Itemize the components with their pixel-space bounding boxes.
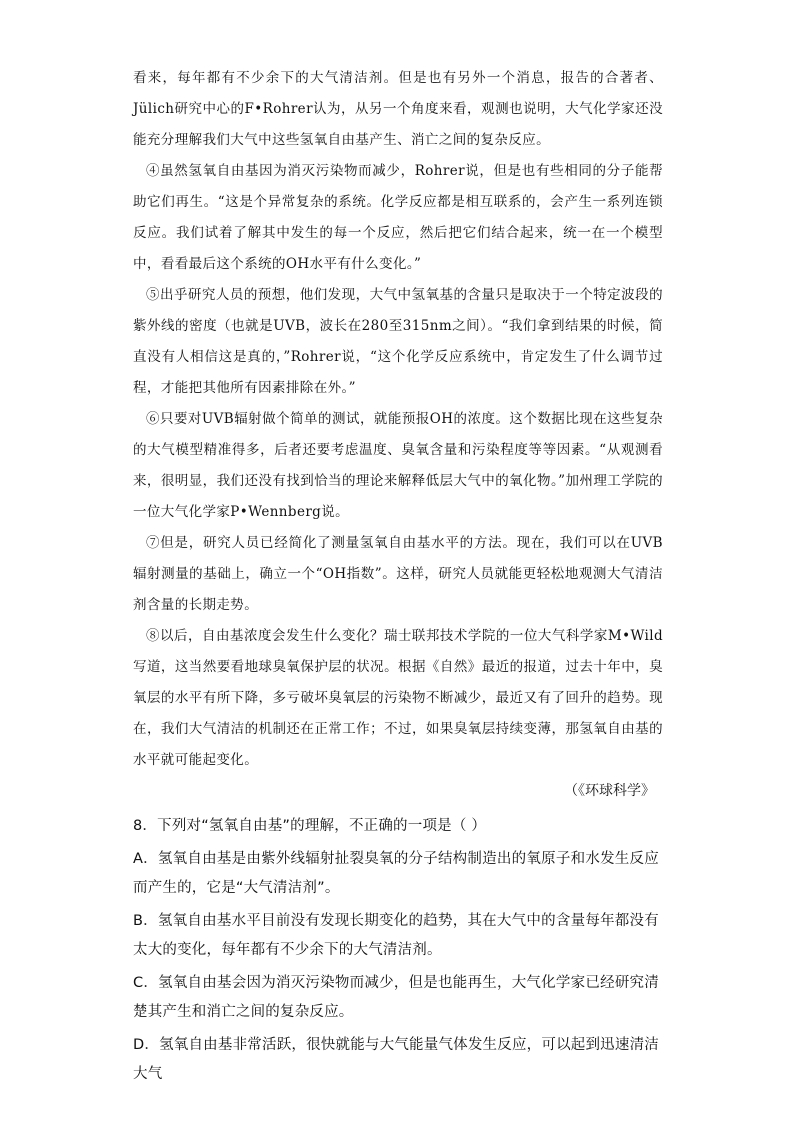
- passage-source: （《环球科学》: [564, 783, 655, 799]
- question-stem: 8．下列对“氢氧自由基”的理解，不正确的一项是（ ）: [133, 818, 487, 834]
- passage-paragraph-8: ⑧以后，自由基浓度会发生什么变化？瑞士联邦技术学院的一位大气科学家M•Wild写道，这当然要看地球臭氧保护层的状况。根据《自然》最近的报道，过去十年中，臭氧层的水平有所下降，多亏破坏臭氧层的污染物不断减少，最近又有了回升的趋势。现在，我们大气清洁的机制还在正常工作；不过，如果臭氧层持续变薄，那氢氧自由基的水平就可能起变化。: [133, 628, 663, 768]
- reading-passage: [133, 63, 663, 776]
- question-8: [133, 812, 659, 1089]
- option-c: C．氢氧自由基会因为消灭污染物而减少，但是也能再生，大气化学家已经研究清楚其产生和消亡之间的复杂反应。: [133, 975, 659, 1020]
- option-a: A．氢氧自由基是由紫外线辐射扯裂臭氧的分子结构制造出的氧原子和水发生反应而产生的，它是“大气清洁剂”。: [133, 851, 659, 896]
- option-b: B．氢氧自由基水平目前没有发现长期变化的趋势，其在大气中的含量每年都没有太大的变化，每年都有不少余下的大气清洁剂。: [133, 913, 659, 958]
- passage-paragraph-5: ⑤出乎研究人员的预想，他们发现，大气中氢氧基的含量只是取决于一个特定波段的紫外线的密度（也就是UVB，波长在280至315nm之间）。“我们拿到结果的时候，简直没有人相信这是真的，”Rohrer说，“这个化学反应系统中，肯定发生了什么调节过程，才能把其他所有因素排除在外。”: [133, 287, 663, 396]
- passage-paragraph-7: ⑦但是，研究人员已经简化了测量氢氧自由基水平的方法。现在，我们可以在UVB辐射测量的基础上，确立一个“OH指数”。这样，研究人员就能更轻松地观测大气清洁剂含量的长期走势。: [133, 535, 663, 613]
- passage-paragraph-4: ④虽然氢氧自由基因为消灭污染物而减少，Rohrer说，但是也有些相同的分子能帮助它们再生。“这是个异常复杂的系统。化学反应都是相互联系的，会产生一系列连锁反应。我们试着了解其中发生的每一个反应，然后把它们结合起来，统一在一个模型中，看看最后这个系统的OH水平有什么变化。”: [133, 163, 663, 272]
- passage-paragraph-6: ⑥只要对UVB辐射做个简单的测试，就能预报OH的浓度。这个数据比现在这些复杂的大气模型精准得多，后者还要考虑温度、臭氧含量和污染程度等等因素。“从观测看来，很明显，我们还没有找到恰当的理论来解释低层大气中的氧化物。”加州理工学院的一位大气化学家P•Wennberg说。: [133, 411, 663, 520]
- option-d: D．氢氧自由基非常活跃，很快就能与大气能量气体发生反应，可以起到迅速清洁大气: [133, 1037, 659, 1082]
- passage-paragraph-continued: 看来，每年都有不少余下的大气清洁剂。但是也有另外一个消息，报告的合著者、Jülich研究中心的F•Rohrer认为，从另一个角度来看，观测也说明，大气化学家还没能充分理解我们大气中这些氢氧自由基产生、消亡之间的复杂反应。: [133, 70, 663, 148]
